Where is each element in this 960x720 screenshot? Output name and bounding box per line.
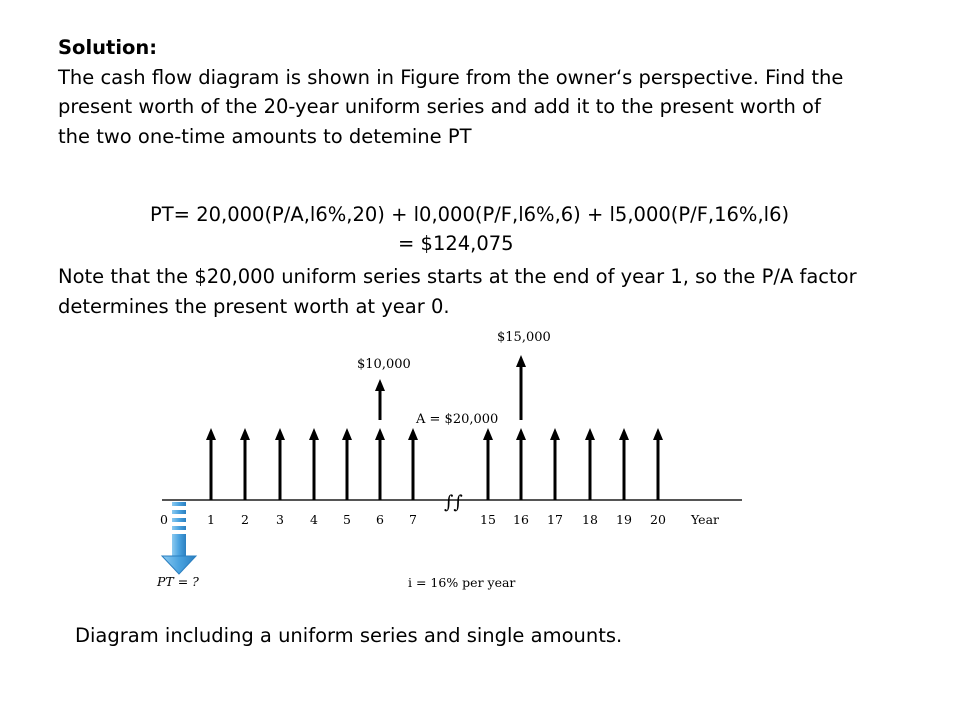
arrowhead-year-5	[342, 428, 352, 440]
solution-line-1: The cash flow diagram is shown in Figure from the owner‘s perspective. Find the	[58, 65, 844, 89]
year-label-19: 19	[616, 512, 632, 527]
label-15000: $15,000	[497, 330, 551, 345]
figure-caption: Diagram including a uniform series and single amounts.	[75, 624, 623, 647]
arrowhead-year-16	[516, 428, 526, 440]
year-label-17: 17	[547, 512, 563, 527]
year-label-18: 18	[582, 512, 598, 527]
arrowhead-10000	[375, 379, 385, 391]
formula-result: = $124,075	[398, 232, 514, 255]
label-uniform-series: A = $20,000	[416, 412, 499, 427]
arrowhead-year-7	[408, 428, 418, 440]
arrowhead-year-18	[585, 428, 595, 440]
axis-break-symbol: ∫∫	[444, 492, 463, 513]
note-line-2: determines the present worth at year 0.	[58, 295, 450, 318]
year-label-7: 7	[409, 512, 417, 527]
year-label-4: 4	[310, 512, 318, 527]
arrowhead-year-3	[275, 428, 285, 440]
arrowhead-year-20	[653, 428, 663, 440]
arrowhead-year-4	[309, 428, 319, 440]
arrowhead-year-1	[206, 428, 216, 440]
note-line-1: Note that the $20,000 uniform series starts at the end of year 1, so the P/A factor	[58, 265, 857, 288]
interest-rate-label: i = 16% per year	[408, 575, 516, 590]
label-10000: $10,000	[357, 357, 411, 372]
pt-label: PT = ?	[157, 574, 199, 589]
arrowhead-year-6	[375, 428, 385, 440]
year-label-2: 2	[241, 512, 249, 527]
year-label-0: 0	[160, 512, 168, 527]
year-labels	[160, 512, 666, 527]
arrowhead-year-2	[240, 428, 250, 440]
solution-heading: Solution:	[58, 36, 158, 59]
solution-line-2: present worth of the 20-year uniform series and add it to the present worth of	[58, 95, 821, 118]
year-label-5: 5	[343, 512, 351, 527]
arrowhead-year-17	[550, 428, 560, 440]
arrowhead-15000	[516, 355, 526, 367]
arrowhead-year-15	[483, 428, 493, 440]
formula-line-1: PT= 20,000(P/A,l6%,20) + l0,000(P/F,l6%,6) + l5,000(P/F,16%,l6)	[150, 203, 790, 226]
uniform-arrows	[206, 428, 663, 500]
solution-line-3: the two one-time amounts to detemine PT	[58, 124, 472, 148]
year-label-6: 6	[376, 512, 384, 527]
year-label-15: 15	[480, 512, 496, 527]
axis-label-year: Year	[691, 512, 719, 527]
year-label-1: 1	[207, 512, 215, 527]
year-label-20: 20	[650, 512, 666, 527]
year-label-3: 3	[276, 512, 284, 527]
year-label-16: 16	[513, 512, 529, 527]
arrowhead-year-19	[619, 428, 629, 440]
